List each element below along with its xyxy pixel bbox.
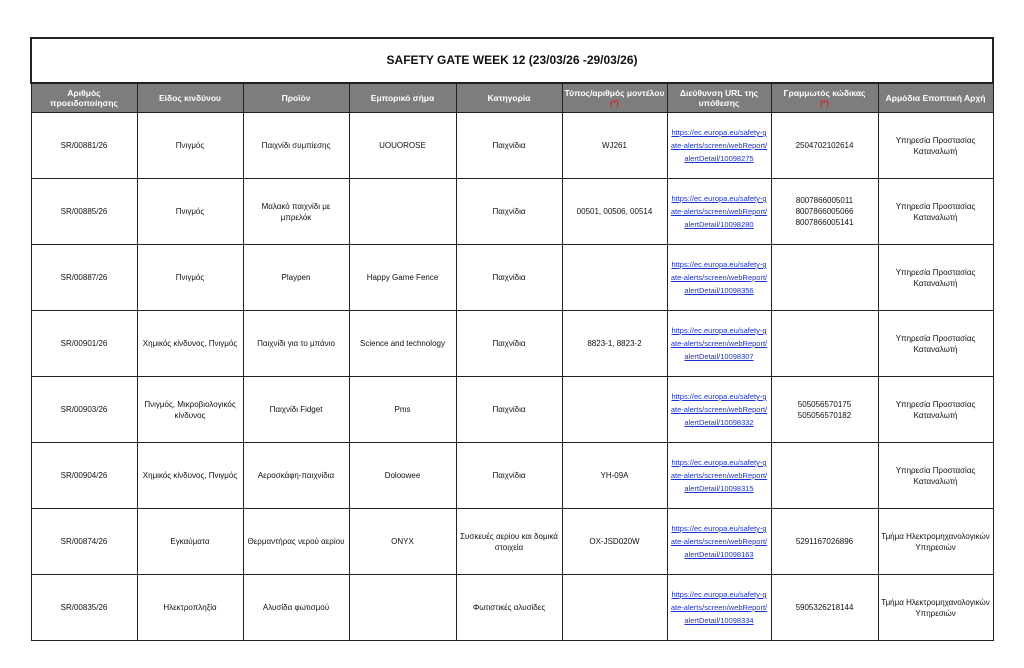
authority-cell: Υπηρεσία Προστασίας Καταναλωτή xyxy=(878,377,993,443)
authority-cell: Υπηρεσία Προστασίας Καταναλωτή xyxy=(878,113,993,179)
barcode-cell: 5291167026896 xyxy=(771,509,878,575)
alert-number-cell: SR/00904/26 xyxy=(31,443,137,509)
alert-detail-link[interactable]: https://ec.europa.eu/safety-gate-alerts/screen/webReport/alertDetail/10098275 xyxy=(670,128,768,163)
header-risk-type: Είδος κινδύνου xyxy=(137,83,243,113)
risk-type-cell: Χημικός κίνδυνος, Πνιγμός xyxy=(137,443,243,509)
alert-number-cell: SR/00874/26 xyxy=(31,509,137,575)
url-cell xyxy=(667,245,771,311)
alert-detail-link[interactable]: https://ec.europa.eu/safety-gate-alerts/screen/webReport/alertDetail/10098307 xyxy=(670,326,768,361)
alert-detail-link[interactable]: https://ec.europa.eu/safety-gate-alerts/screen/webReport/alertDetail/10098315 xyxy=(670,458,768,493)
table-row xyxy=(31,245,993,311)
risk-type-cell: Ηλεκτροπληξία xyxy=(137,575,243,641)
header-barcode-label: Γραμμωτός κώδικας xyxy=(783,88,866,98)
header-barcode xyxy=(771,83,878,113)
alert-detail-link[interactable]: https://ec.europa.eu/safety-gate-alerts/screen/webReport/alertDetail/10098332 xyxy=(670,392,768,427)
brand-cell xyxy=(349,179,456,245)
risk-type-cell: Πνιγμός xyxy=(137,245,243,311)
header-model-label: Τύπος/αριθμός μοντέλου xyxy=(564,88,665,98)
header-alert-number: Αριθμός προειδοποίησης xyxy=(31,83,137,113)
model-cell xyxy=(562,377,667,443)
risk-type-cell: Πνιγμός xyxy=(137,113,243,179)
category-cell: Παιχνίδια xyxy=(456,113,562,179)
barcode-cell: 505056570175 505056570182 xyxy=(771,377,878,443)
table-row xyxy=(31,443,993,509)
brand-cell: ONYX xyxy=(349,509,456,575)
document-title: SAFETY GATE WEEK 12 (23/03/26 -29/03/26) xyxy=(31,38,993,83)
header-url: Διεύθυνση URL της υπόθεσης xyxy=(667,83,771,113)
category-cell: Παιχνίδια xyxy=(456,443,562,509)
url-cell xyxy=(667,179,771,245)
product-cell: Παιχνίδι για το μπάνιο xyxy=(243,311,349,377)
alert-detail-link[interactable]: https://ec.europa.eu/safety-gate-alerts/screen/webReport/alertDetail/10098334 xyxy=(670,590,768,625)
product-cell: Θερμαντήρας νερού αερίου xyxy=(243,509,349,575)
category-cell: Συσκευές αερίου και δομικά στοιχεία xyxy=(456,509,562,575)
brand-cell: UOUOROSE xyxy=(349,113,456,179)
product-cell: Παιχνίδι συμπίεσης xyxy=(243,113,349,179)
header-category: Κατηγορία xyxy=(456,83,562,113)
alert-detail-link[interactable]: https://ec.europa.eu/safety-gate-alerts/screen/webReport/alertDetail/10098280 xyxy=(670,194,768,229)
product-cell: Αλυσίδα φωτισμού xyxy=(243,575,349,641)
model-cell: OX-JSD020W xyxy=(562,509,667,575)
authority-cell: Τμήμα Ηλεκτρομηχανολογικών Υπηρεσιών xyxy=(878,509,993,575)
header-product: Προϊόν xyxy=(243,83,349,113)
brand-cell: Pms xyxy=(349,377,456,443)
alert-number-cell: SR/00835/26 xyxy=(31,575,137,641)
authority-cell: Τμήμα Ηλεκτρομηχανολογικών Υπηρεσιών xyxy=(878,575,993,641)
url-cell xyxy=(667,575,771,641)
url-cell xyxy=(667,113,771,179)
barcode-cell: 8007866005011 8007866005066 8007866005141 xyxy=(771,179,878,245)
alert-number-cell: SR/00903/26 xyxy=(31,377,137,443)
product-cell: Παιχνίδι Fidget xyxy=(243,377,349,443)
barcode-cell xyxy=(771,443,878,509)
barcode-cell xyxy=(771,245,878,311)
model-cell: 00501, 00506, 00514 xyxy=(562,179,667,245)
safety-gate-document xyxy=(30,37,992,641)
alert-number-cell: SR/00901/26 xyxy=(31,311,137,377)
barcode-cell xyxy=(771,311,878,377)
alert-number-cell: SR/00887/26 xyxy=(31,245,137,311)
table-row xyxy=(31,311,993,377)
risk-type-cell: Πνιγμός xyxy=(137,179,243,245)
category-cell: Παιχνίδια xyxy=(456,179,562,245)
table-row xyxy=(31,575,993,641)
barcode-cell: 2504702102614 xyxy=(771,113,878,179)
brand-cell: Happy Game Fence xyxy=(349,245,456,311)
alert-detail-link[interactable]: https://ec.europa.eu/safety-gate-alerts/screen/webReport/alertDetail/10098163 xyxy=(670,524,768,559)
category-cell: Παιχνίδια xyxy=(456,245,562,311)
header-row xyxy=(31,83,993,113)
url-cell xyxy=(667,509,771,575)
risk-type-cell: Εγκαύματα xyxy=(137,509,243,575)
model-cell: YH-09A xyxy=(562,443,667,509)
authority-cell: Υπηρεσία Προστασίας Καταναλωτή xyxy=(878,311,993,377)
required-mark: (*) xyxy=(820,98,829,108)
brand-cell: Doloowee xyxy=(349,443,456,509)
header-brand: Εμπορικό σήμα xyxy=(349,83,456,113)
model-cell: 8823-1, 8823-2 xyxy=(562,311,667,377)
alert-number-cell: SR/00881/26 xyxy=(31,113,137,179)
header-model xyxy=(562,83,667,113)
alert-number-cell: SR/00885/26 xyxy=(31,179,137,245)
product-cell: Μαλακό παιχνίδι με μπρελόκ xyxy=(243,179,349,245)
product-cell: Αεροσκάφη-παιχνίδια xyxy=(243,443,349,509)
table-row xyxy=(31,377,993,443)
header-authority: Αρμόδια Εποπτική Αρχή xyxy=(878,83,993,113)
brand-cell xyxy=(349,575,456,641)
brand-cell: Science and technology xyxy=(349,311,456,377)
risk-type-cell: Χημικός κίνδυνος, Πνιγμός xyxy=(137,311,243,377)
url-cell xyxy=(667,443,771,509)
category-cell: Παιχνίδια xyxy=(456,377,562,443)
alert-detail-link[interactable]: https://ec.europa.eu/safety-gate-alerts/screen/webReport/alertDetail/10098356 xyxy=(670,260,768,295)
product-cell: Playpen xyxy=(243,245,349,311)
alerts-table xyxy=(30,37,994,641)
model-cell: WJ261 xyxy=(562,113,667,179)
table-row xyxy=(31,509,993,575)
authority-cell: Υπηρεσία Προστασίας Καταναλωτή xyxy=(878,443,993,509)
category-cell: Φωτιστικές αλυσίδες xyxy=(456,575,562,641)
model-cell xyxy=(562,245,667,311)
authority-cell: Υπηρεσία Προστασίας Καταναλωτή xyxy=(878,245,993,311)
table-row xyxy=(31,179,993,245)
model-cell xyxy=(562,575,667,641)
barcode-cell: 5905326218144 xyxy=(771,575,878,641)
required-mark: (*) xyxy=(610,98,619,108)
url-cell xyxy=(667,311,771,377)
category-cell: Παιχνίδια xyxy=(456,311,562,377)
url-cell xyxy=(667,377,771,443)
table-row xyxy=(31,113,993,179)
risk-type-cell: Πνιγμός, Μικροβιολογικός κίνδυνος xyxy=(137,377,243,443)
authority-cell: Υπηρεσία Προστασίας Καταναλωτή xyxy=(878,179,993,245)
